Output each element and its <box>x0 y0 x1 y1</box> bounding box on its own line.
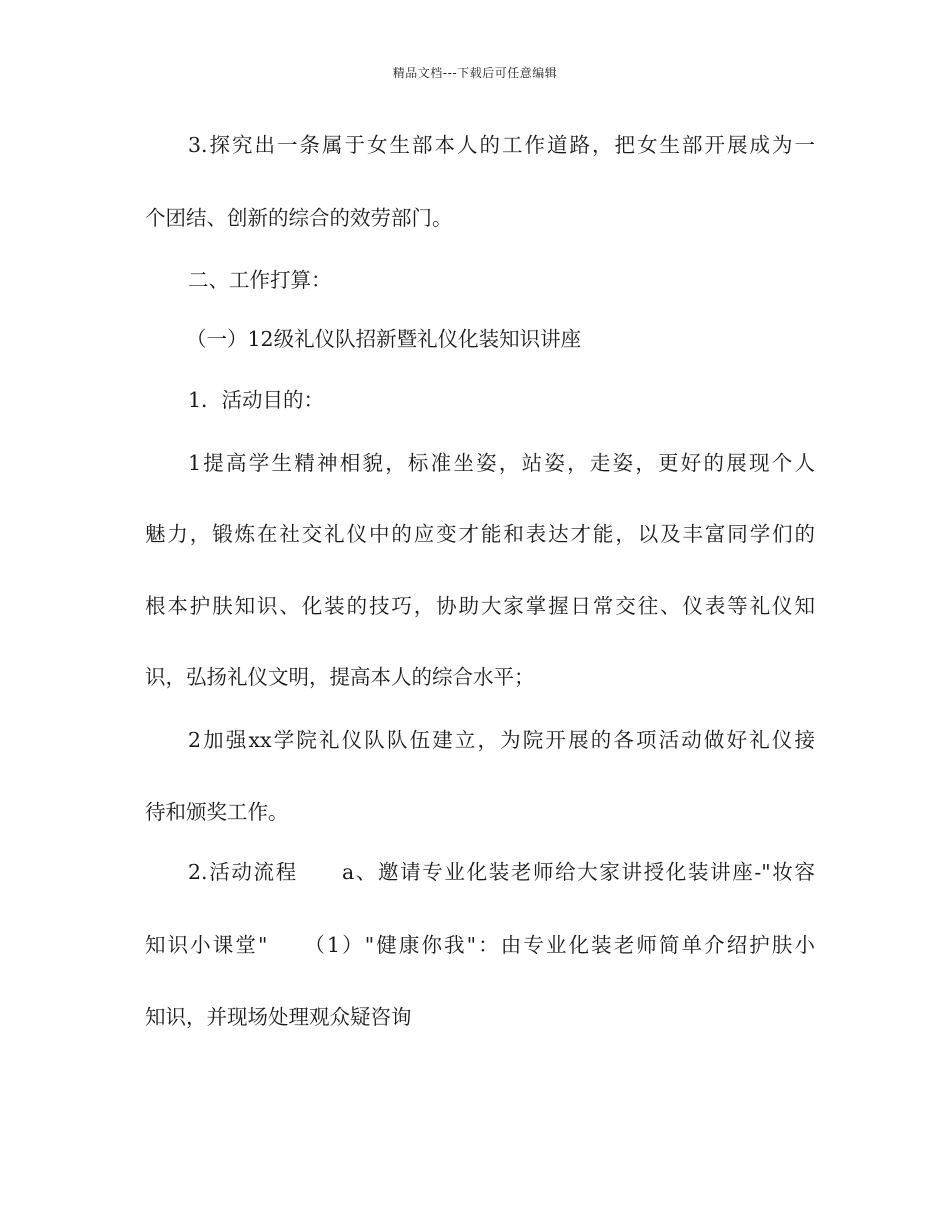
paragraph-line: 识，弘扬礼仪文明，提高本人的综合水平； <box>145 665 535 689</box>
paragraph-line: 魅力，锻炼在社交礼仪中的应变才能和表达才能，以及丰富同学们的 <box>145 522 815 546</box>
paragraph-line: 3.探究出一条属于女生部本人的工作道路，把女生部开展成为一 <box>188 133 815 157</box>
page-header: 精品文档---下载后可任意编辑 <box>392 66 558 80</box>
paragraph-line: 待和颁奖工作。 <box>145 800 289 824</box>
paragraph-line: 知识，并现场处理观众疑咨询 <box>145 1005 412 1029</box>
paragraph-line: 1提高学生精神相貌，标准坐姿，站姿，走姿，更好的展现个人 <box>188 451 815 475</box>
paragraph-line: 2.活动流程 a、邀请专业化装老师给大家讲授化装讲座-"妆容 <box>188 860 815 884</box>
paragraph-line: 根本护肤知识、化装的技巧，协助大家掌握日常交往、仪表等礼仪知 <box>145 594 815 618</box>
paragraph-line: 个团结、创新的综合的效劳部门。 <box>145 206 453 230</box>
item-heading: 1．活动目的： <box>188 388 325 412</box>
subsection-heading: （一）12级礼仪队招新暨礼仪化装知识讲座 <box>186 327 582 351</box>
paragraph-line: 知识小课堂" （1）"健康你我"：由专业化装老师简单介绍护肤小 <box>145 933 815 957</box>
paragraph-line: 2加强xx学院礼仪队队伍建立，为院开展的各项活动做好礼仪接 <box>188 728 815 752</box>
section-heading: 二、工作打算： <box>188 268 332 292</box>
